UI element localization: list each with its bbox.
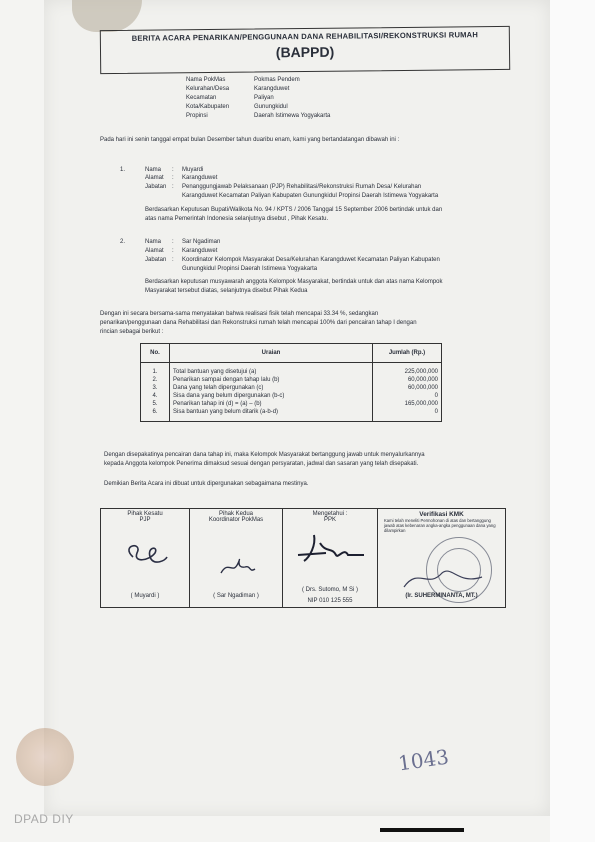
sig-role-sub: Koordinator PokMas bbox=[208, 517, 264, 523]
sig-name: (Ir. SUHERMINANTA, MT.) bbox=[405, 593, 478, 599]
sig-role-sub: PJP bbox=[139, 517, 151, 523]
signature-cell-pokmas bbox=[190, 509, 283, 608]
sig-role: Verifikasi KMK bbox=[419, 511, 464, 518]
cell-no: 2. bbox=[141, 376, 170, 384]
header-uraian: Uraian bbox=[170, 344, 373, 363]
cell-uraian: Dana yang telah dipergunakan (c) bbox=[170, 384, 373, 392]
cell-jumlah: 0 bbox=[373, 408, 442, 422]
cell-jumlah: 165,000,000 bbox=[373, 400, 442, 408]
party2-number: 2. bbox=[120, 239, 126, 245]
table-row bbox=[141, 408, 442, 422]
colon: : bbox=[172, 167, 174, 173]
party1-jabatan-1: Penanggungjawab Pelaksanaan (PJP) Rehabilitasi/Rekonstruksi Rumah Desa/ Kelurahan bbox=[182, 184, 422, 190]
party1-jabatan-2: Karangduwet Kecamatan Paliyan Kabupaten Gunungkidul Propinsi Daerah Istimewa Yogyakarta bbox=[182, 193, 439, 199]
info-row bbox=[186, 86, 289, 92]
party1-nama: Muyardi bbox=[182, 167, 204, 173]
cell-uraian: Total bantuan yang disetujui (a) bbox=[170, 363, 373, 377]
title-box bbox=[100, 26, 510, 74]
party2-nama: Sar Ngadiman bbox=[182, 239, 221, 245]
signature-sutomo bbox=[290, 529, 370, 565]
party2-basis-1: Berdasarkan keputusan musyawarah anggota Kelompok Masyarakat, bertindak untuk dan atas nama Kelompok bbox=[145, 279, 443, 285]
colon: : bbox=[172, 257, 174, 263]
table-row bbox=[141, 400, 442, 408]
sig-name: ( Drs. Sutomo, M Si ) bbox=[301, 587, 358, 593]
sig-role-sub: Kami telah meneliti Permohonan di atas dan bertanggung jawab atas kebenaran angka-angka penggunaan dana yang dilampirkan bbox=[384, 518, 496, 533]
statement-line-3: rincian sebagai berikut : bbox=[100, 329, 164, 335]
signature-cell-ppk bbox=[283, 509, 378, 608]
signature-suherminanta bbox=[398, 563, 488, 593]
cell-uraian: Sisa dana yang belum dipergunakan (b-c) bbox=[170, 392, 373, 400]
cell-no: 1. bbox=[141, 363, 170, 377]
party1-alamat-label: Alamat bbox=[145, 175, 164, 181]
signature-cell-kmk bbox=[378, 509, 506, 608]
party2-jabatan-2: Gunungkidul Propinsi Daerah Istimewa Yogyakarta bbox=[182, 266, 318, 272]
info-row bbox=[186, 77, 300, 83]
page-margin bbox=[550, 0, 595, 842]
cell-uraian: Sisa bantuan yang belum ditarik (a-b-d) bbox=[170, 408, 373, 422]
info-label: Kelurahan/Desa bbox=[186, 86, 230, 92]
colon: : bbox=[172, 248, 174, 254]
party2-jabatan-label: Jabatan bbox=[145, 257, 167, 263]
table-header-row bbox=[141, 344, 442, 363]
closing-line-3: Demikian Berita Acara ini dibuat untuk dipergunakan sebagaimana mestinya. bbox=[104, 481, 309, 487]
party1-number: 1. bbox=[120, 167, 126, 173]
closing-line-1: Dengan disepakatinya pencairan dana tahap ini, maka Kelompok Masyarakat bertanggung jawab untuk menyalurkannya bbox=[104, 452, 425, 458]
cell-no: 4. bbox=[141, 392, 170, 400]
cell-uraian: Penarikan sampai dengan tahap lalu (b) bbox=[170, 376, 373, 384]
watermark-logo bbox=[16, 728, 74, 786]
info-row bbox=[186, 113, 330, 119]
signature-muyardi bbox=[115, 531, 175, 571]
closing-line-2: kepada Anggota kelompok Penerima dimaksud sesuai dengan persyaratan, jadwal dan sasaran yang telah disepakati. bbox=[104, 461, 419, 467]
info-row bbox=[186, 95, 274, 101]
party1-nama-label: Nama bbox=[145, 167, 162, 173]
title-line-2: (BAPPD) bbox=[275, 43, 335, 61]
info-value: Daerah Istimewa Yogyakarta bbox=[254, 113, 331, 119]
cell-jumlah: 60,000,000 bbox=[373, 384, 442, 392]
party1-basis-1: Berdasarkan Keputusan Bupati/Walikota No. 94 / KPTS / 2006 Tanggal 15 September 2006 bertindak untuk dan bbox=[145, 207, 443, 213]
cell-uraian: Penarikan tahap ini (d) = (a) – (b) bbox=[170, 400, 373, 408]
table-row bbox=[141, 363, 442, 377]
party1-basis-2: atas nama Pemerintah Indonesia selanjutnya disebut , Pihak Kesatu. bbox=[145, 216, 329, 222]
cell-jumlah: 0 bbox=[373, 392, 442, 400]
watermark-text: DPAD DIY bbox=[14, 812, 74, 826]
uraian-table bbox=[140, 343, 442, 422]
cell-no: 3. bbox=[141, 384, 170, 392]
info-value: Paliyan bbox=[254, 95, 274, 101]
info-value: Pokmas Pendem bbox=[254, 77, 300, 83]
table-row bbox=[141, 384, 442, 392]
info-value: Karangduwet bbox=[254, 86, 290, 92]
bottom-bar bbox=[380, 828, 464, 832]
sig-role-sub: PPK bbox=[323, 517, 336, 523]
party2-basis-2: Masyarakat tersebut diatas, selanjutnya disebut Pihak Kedua bbox=[145, 288, 308, 294]
party1-jabatan-label: Jabatan bbox=[145, 184, 167, 190]
title-line-1: BERITA ACARA PENARIKAN/PENGGUNAAN DANA REHABILITASI/REKONSTRUKSI RUMAH bbox=[131, 30, 479, 43]
statement-line-2: penarikan/penggunaan dana Rehabilitasi dan Rekonstruksi rumah telah mencapai 100% dari pencairan tahap I dengan bbox=[100, 320, 417, 326]
info-value: Gunungkidul bbox=[254, 104, 288, 110]
cell-jumlah: 225,000,000 bbox=[373, 363, 442, 377]
info-label: Nama PokMas bbox=[186, 77, 226, 83]
cell-no: 5. bbox=[141, 400, 170, 408]
sig-name: ( Muyardi ) bbox=[130, 593, 160, 599]
signature-table bbox=[100, 508, 506, 608]
sig-role: Pihak Kesatu bbox=[127, 511, 163, 517]
colon: : bbox=[172, 175, 174, 181]
cell-no: 6. bbox=[141, 408, 170, 422]
party2-alamat: Karangduwet bbox=[182, 248, 218, 254]
sig-role: Pihak Kedua bbox=[218, 511, 254, 517]
party2-nama-label: Nama bbox=[145, 239, 162, 245]
info-label: Propinsi bbox=[186, 113, 208, 119]
header-jumlah: Jumlah (Rp.) bbox=[373, 344, 442, 363]
table-row bbox=[141, 376, 442, 384]
table-row bbox=[141, 392, 442, 400]
sig-name: ( Sar Ngadiman ) bbox=[213, 593, 259, 599]
signature-sar-ngadiman bbox=[211, 549, 261, 579]
cell-jumlah: 60,000,000 bbox=[373, 376, 442, 384]
signature-cell-pjp bbox=[101, 509, 190, 608]
sig-nip: NIP 010 125 555 bbox=[307, 598, 353, 604]
sig-role: Mengetahui : bbox=[312, 511, 348, 517]
colon: : bbox=[172, 184, 174, 190]
statement-line-1: Dengan ini secara bersama-sama menyatakan bahwa realisasi fisik telah mencapai 33.34 %, sedangkan bbox=[100, 311, 379, 317]
info-label: Kecamatan bbox=[186, 95, 217, 101]
party1-alamat: Karangduwet bbox=[182, 175, 218, 181]
party2-alamat-label: Alamat bbox=[145, 248, 164, 254]
party2-jabatan-1: Koordinator Kelompok Masyarakat Desa/Kelurahan Karangduwet Kecamatan Paliyan Kabupaten bbox=[182, 257, 440, 263]
info-row bbox=[186, 104, 288, 110]
info-label: Kota/Kabupaten bbox=[186, 104, 230, 110]
intro-text: Pada hari ini senin tanggal empat bulan Desember tahun duaribu enam, kami yang bertandatangan dibawah ini : bbox=[100, 137, 400, 143]
header-no: No. bbox=[141, 344, 170, 363]
colon: : bbox=[172, 239, 174, 245]
handwritten-number: 1043 bbox=[396, 744, 451, 776]
